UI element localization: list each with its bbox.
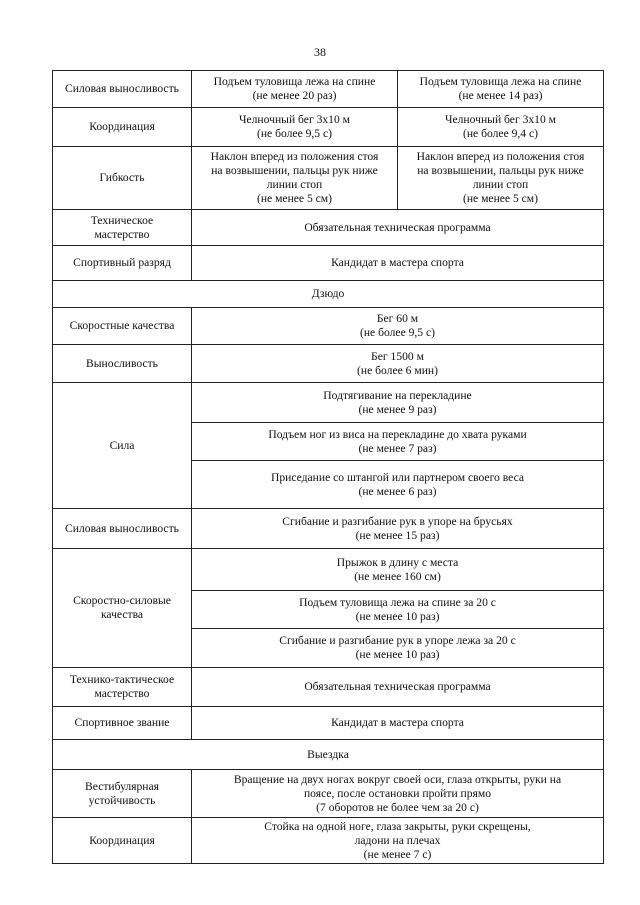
- table-row: [53, 308, 604, 345]
- norm-cell: Подъем туловища лежа на спине (не менее 14 раз): [398, 71, 604, 108]
- table-row: [53, 71, 604, 108]
- page-number: 38: [314, 45, 326, 59]
- row-label: Гибкость: [53, 147, 192, 210]
- norm-cell: Подъем ног из виса на перекладине до хвата руками (не менее 7 раз): [192, 423, 604, 461]
- norm-cell: Приседание со штангой или партнером своего веса (не менее 6 раз): [192, 461, 604, 509]
- norm-cell: Наклон вперед из положения стоя на возвышении, пальцы рук ниже линии стоп (не менее 5 см): [192, 147, 398, 210]
- table-row: [53, 549, 604, 591]
- table-row: [53, 818, 604, 864]
- norm-cell: Челночный бег 3х10 м (не более 9,5 с): [192, 108, 398, 147]
- table-row: [53, 383, 604, 423]
- row-label: Скоростно-силовые качества: [53, 549, 192, 668]
- row-label: Спортивное звание: [53, 707, 192, 740]
- table-row: [53, 668, 604, 707]
- table-row: [53, 210, 604, 246]
- norm-cell: Вращение на двух ногах вокруг своей оси, глаза открыты, руки на поясе, после остановки пройти прямо (7 оборотов не более чем за 20 с): [192, 770, 604, 818]
- section-header-judo: [53, 281, 604, 308]
- row-label: Выносливость: [53, 345, 192, 383]
- norm-cell: Сгибание и разгибание рук в упоре лежа за 20 с (не менее 10 раз): [192, 629, 604, 668]
- norm-cell: Челночный бег 3х10 м (не более 9,4 с): [398, 108, 604, 147]
- norm-cell: Наклон вперед из положения стоя на возвышении, пальцы рук ниже линии стоп (не менее 5 см): [398, 147, 604, 210]
- row-label: Спортивный разряд: [53, 246, 192, 281]
- table-row: [53, 509, 604, 549]
- norm-cell: Кандидат в мастера спорта: [192, 707, 604, 740]
- section-title: Выездка: [53, 740, 604, 770]
- row-label: Силовая выносливость: [53, 509, 192, 549]
- table-row: [53, 707, 604, 740]
- norm-cell: Прыжок в длину с места (не менее 160 см): [192, 549, 604, 591]
- norm-cell: Бег 60 м (не более 9,5 с): [192, 308, 604, 345]
- section-title: Дзюдо: [53, 281, 604, 308]
- row-label: Сила: [53, 383, 192, 509]
- row-label: Техническое мастерство: [53, 210, 192, 246]
- row-label: Технико-тактическое мастерство: [53, 668, 192, 707]
- row-label: Скоростные качества: [53, 308, 192, 345]
- table-row: [53, 770, 604, 818]
- norm-cell: Бег 1500 м (не более 6 мин): [192, 345, 604, 383]
- row-label: Силовая выносливость: [53, 71, 192, 108]
- norm-cell: Обязательная техническая программа: [192, 210, 604, 246]
- norm-cell: Подъем туловища лежа на спине за 20 с (не менее 10 раз): [192, 591, 604, 629]
- norms-table: [52, 70, 604, 864]
- norm-cell: Сгибание и разгибание рук в упоре на брусьях (не менее 15 раз): [192, 509, 604, 549]
- section-header-dressage: [53, 740, 604, 770]
- table-row: [53, 108, 604, 147]
- norm-cell: Обязательная техническая программа: [192, 668, 604, 707]
- row-label: Вестибулярная устойчивость: [53, 770, 192, 818]
- norm-cell: Подъем туловища лежа на спине (не менее 20 раз): [192, 71, 398, 108]
- norm-cell: Подтягивание на перекладине (не менее 9 раз): [192, 383, 604, 423]
- table-row: [53, 246, 604, 281]
- table-row: [53, 345, 604, 383]
- row-label: Координация: [53, 818, 192, 864]
- norm-cell: Стойка на одной ноге, глаза закрыты, руки скрещены, ладони на плечах (не менее 7 с): [192, 818, 604, 864]
- table-row: [53, 147, 604, 210]
- norm-cell: Кандидат в мастера спорта: [192, 246, 604, 281]
- row-label: Координация: [53, 108, 192, 147]
